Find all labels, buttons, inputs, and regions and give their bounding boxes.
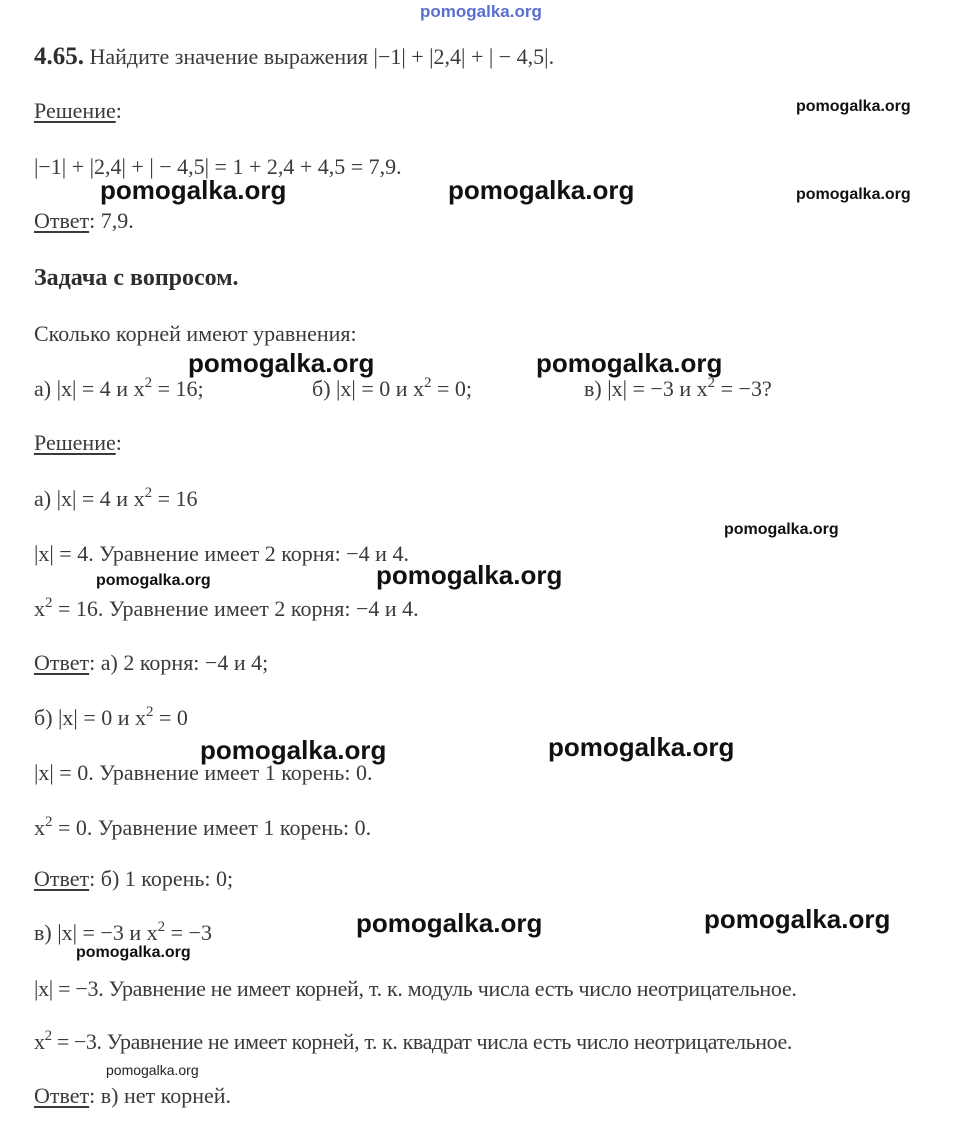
answer-label: Ответ	[34, 208, 90, 233]
watermark-14: pomogalka.org	[76, 944, 191, 961]
question-heading: Задача с вопросом.	[34, 265, 239, 291]
watermark-11: pomogalka.org	[200, 735, 387, 765]
solution-label-1: Решение:	[34, 98, 122, 123]
case-b-line1: |x| = 0. Уравнение имеет 1 корень: 0.	[34, 760, 373, 785]
calc-line: |−1| + |2,4| + | − 4,5| = 1 + 2,4 + 4,5 = 7,9.	[34, 154, 402, 179]
watermark-10: pomogalka.org	[548, 732, 735, 762]
problem-text: Найдите значение выражения |−1| + |2,4| + | − 4,5|.	[89, 44, 555, 69]
watermark-1: pomogalka.org	[796, 98, 911, 115]
case-a-heading: а) |x| = 4 и $x^2 = 16$	[34, 485, 198, 511]
case-b-answer: Ответ: б) 1 корень: 0;	[34, 866, 234, 891]
watermark-8: pomogalka.org	[376, 560, 563, 590]
case-c-heading: в) |x| = −3 и $x^2 = -3$	[34, 919, 212, 945]
question-prompt: Сколько корней имеют уравнения:	[34, 321, 357, 346]
equation-b: б) |x| = 0 и $x^2 = 0$;	[312, 375, 473, 401]
watermark-13: pomogalka.org	[356, 908, 543, 938]
watermark-15: pomogalka.org	[106, 1062, 199, 1078]
case-c-line1: |x| = −3. Уравнение не имеет корней, т. к. модуль числа есть число неотрицательное.	[34, 976, 797, 1001]
case-b-line2: $x^2 = 0$. Уравнение имеет 1 корень: 0.	[34, 814, 372, 840]
equation-c: в) |x| = −3 и $x^2 = -3$?	[584, 375, 772, 401]
answer-1: Ответ: 7,9.	[34, 208, 134, 233]
case-a-line2: $x^2 = 16$. Уравнение имеет 2 корня: −4 и 4.	[34, 595, 419, 621]
watermark-7: pomogalka.org	[724, 521, 839, 538]
site-watermark-top: pomogalka.org	[420, 2, 542, 21]
watermark-3: pomogalka.org	[448, 175, 635, 205]
watermark-12: pomogalka.org	[704, 904, 891, 934]
case-a-line1: |x| = 4. Уравнение имеет 2 корня: −4 и 4.	[34, 541, 409, 566]
watermark-5: pomogalka.org	[188, 348, 375, 378]
case-c-line2: $x^2 = -3$. Уравнение не имеет корней, т. к. квадрат числа есть число неотрицательное.	[34, 1028, 792, 1054]
equation-a: а) |x| = 4 и $x^2 = 16$;	[34, 375, 204, 401]
solution-label-2: Решение:	[34, 430, 122, 455]
case-b-heading: б) |x| = 0 и $x^2 = 0$	[34, 704, 188, 730]
problem-number: 4.65.	[34, 43, 84, 70]
watermark-6: pomogalka.org	[536, 348, 723, 378]
watermark-9: pomogalka.org	[96, 572, 211, 589]
problem-statement	[34, 44, 554, 69]
case-c-answer: Ответ: в) нет корней.	[34, 1083, 232, 1108]
case-a-answer: Ответ: а) 2 корня: −4 и 4;	[34, 650, 269, 675]
watermark-4: pomogalka.org	[796, 186, 911, 203]
watermark-2: pomogalka.org	[100, 175, 287, 205]
